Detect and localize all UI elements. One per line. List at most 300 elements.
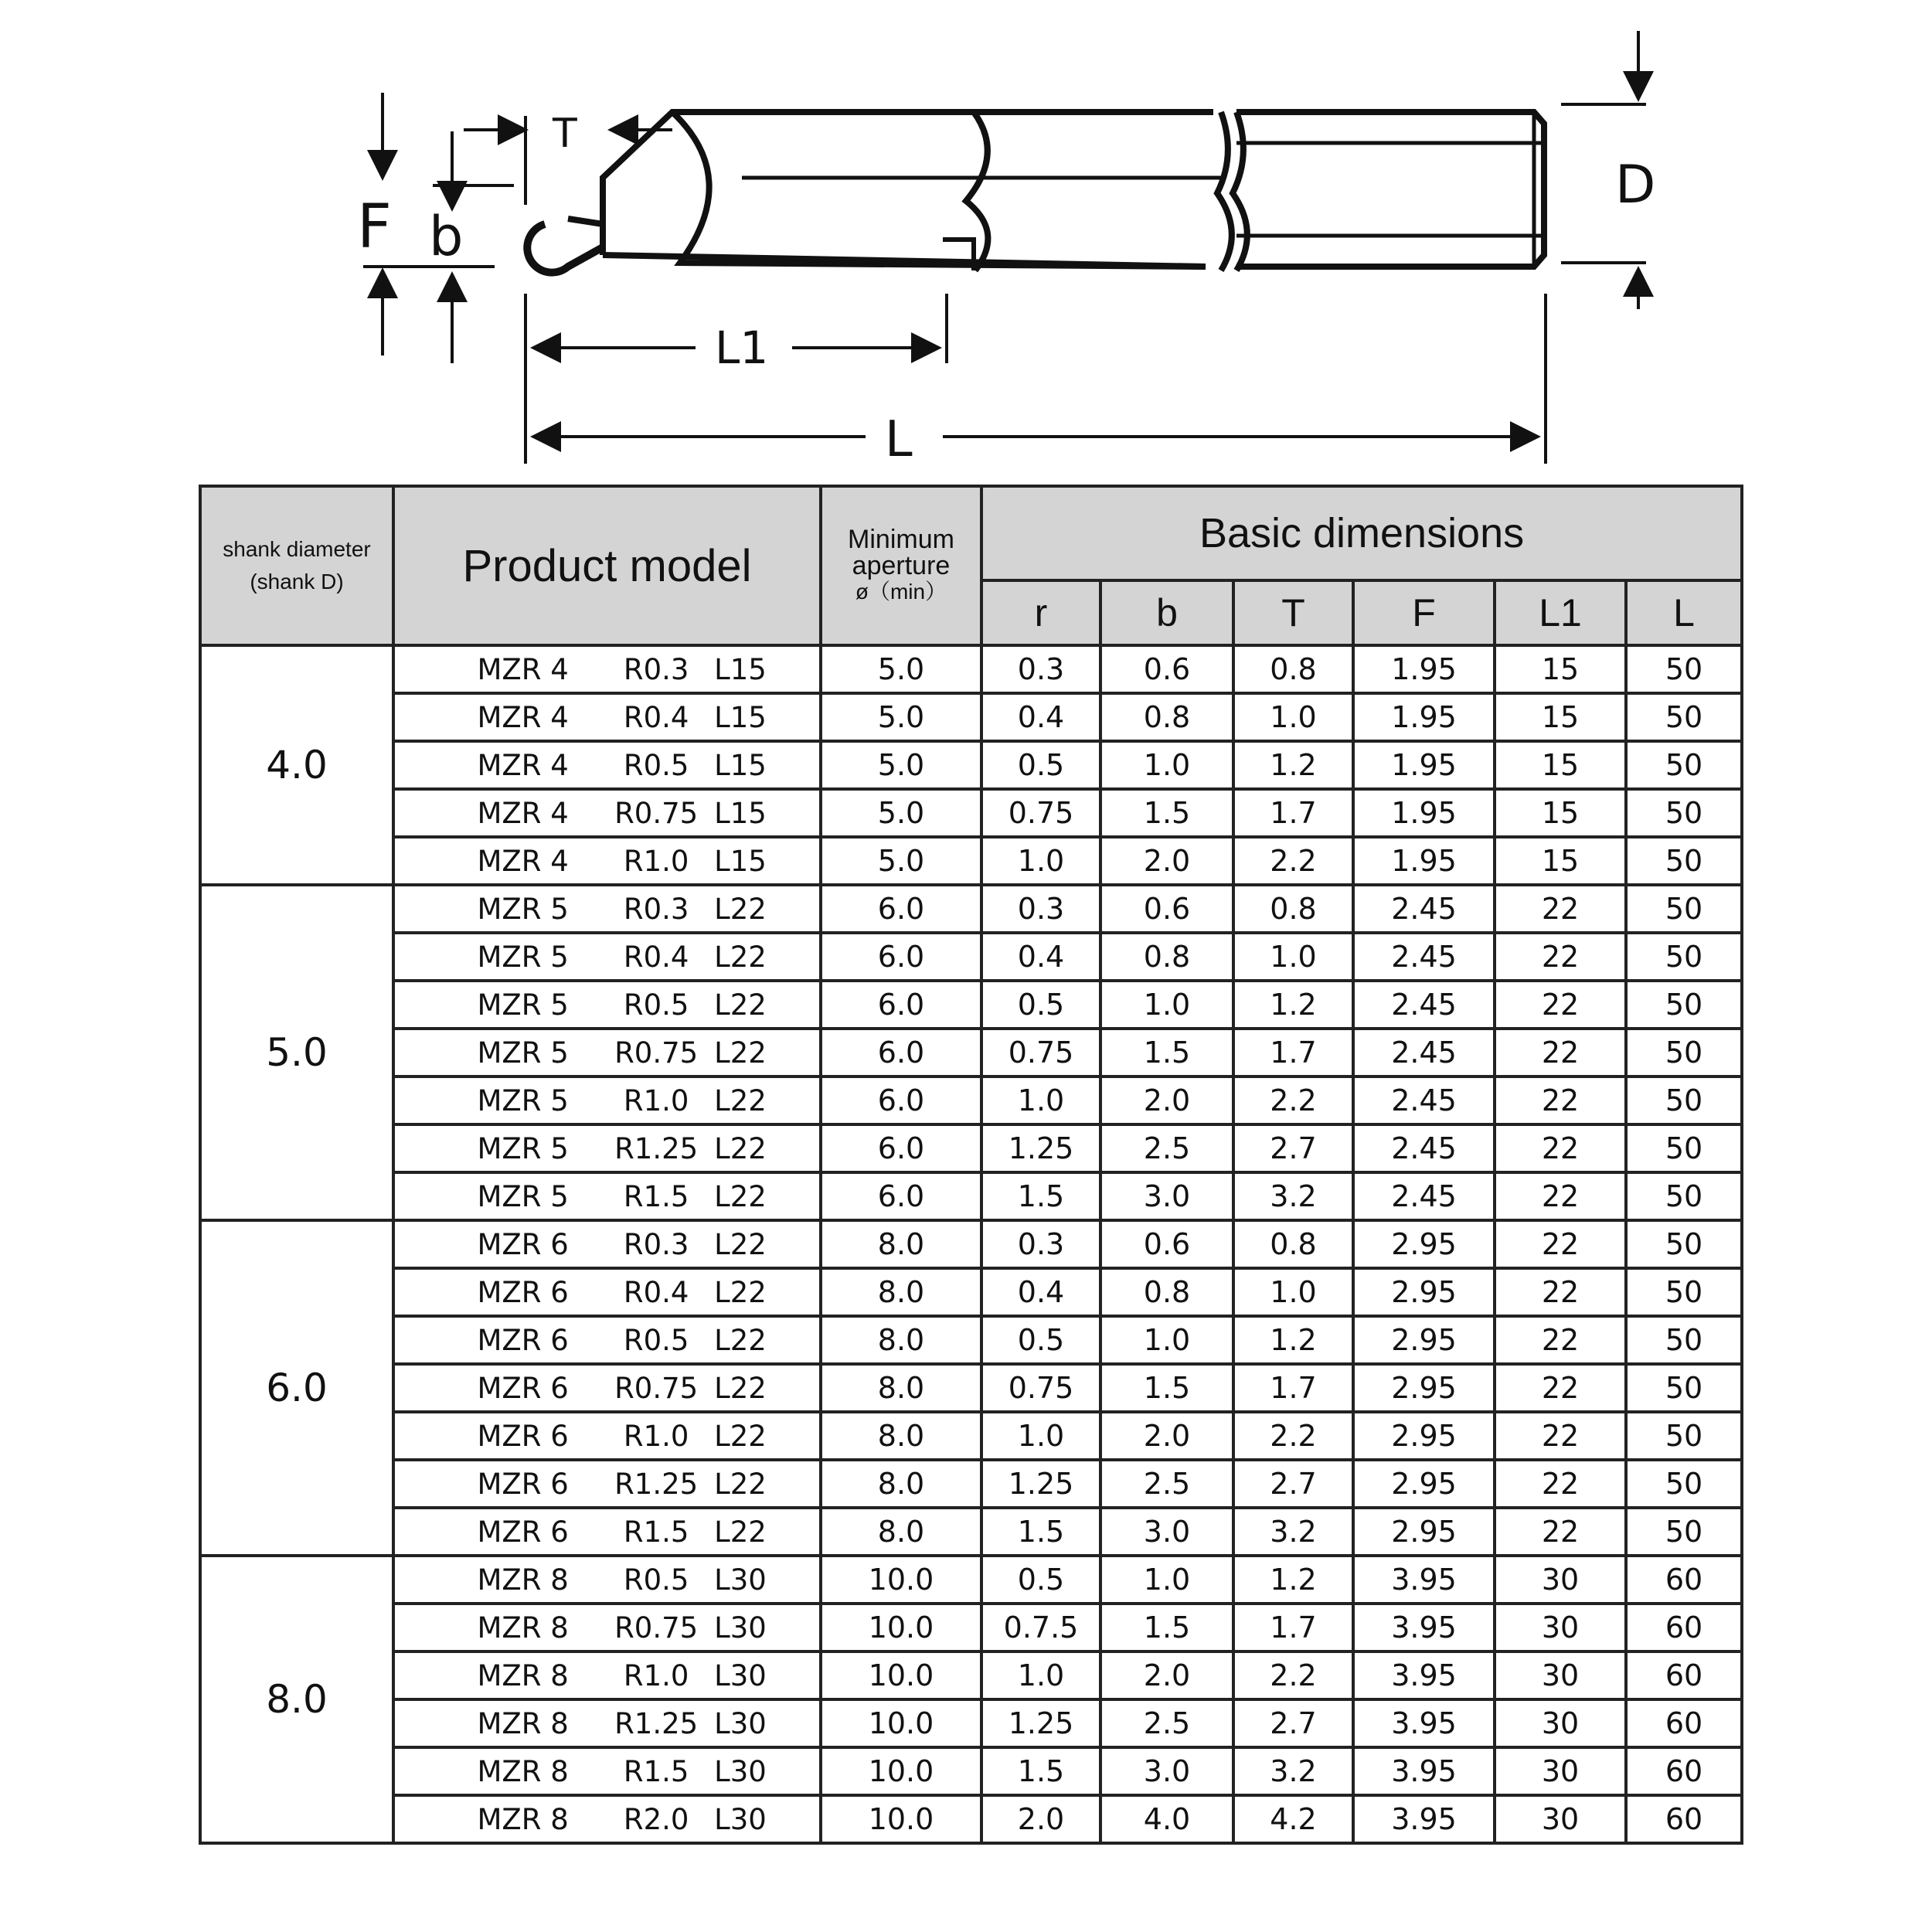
model-radius: R0.75	[614, 1036, 699, 1070]
dim-r-cell: 1.0	[981, 1077, 1100, 1124]
dim-b-cell: 0.8	[1100, 693, 1233, 741]
dim-b-cell: 2.0	[1100, 837, 1233, 885]
model-length: L15	[714, 700, 767, 734]
dim-F-cell: 2.45	[1353, 1077, 1495, 1124]
dim-L1-cell: 30	[1495, 1556, 1626, 1604]
product-model-cell	[393, 1699, 821, 1747]
dim-b-cell: 0.6	[1100, 1220, 1233, 1268]
product-model-cell	[393, 981, 821, 1029]
dim-L-cell: 50	[1626, 645, 1742, 693]
dim-r-cell: 1.25	[981, 1699, 1100, 1747]
product-model-cell	[393, 1029, 821, 1077]
table-row	[200, 1268, 1742, 1316]
dim-L-cell: 50	[1626, 1268, 1742, 1316]
product-model-cell	[393, 933, 821, 981]
dim-L1-cell: 22	[1495, 933, 1626, 981]
table-row	[200, 1747, 1742, 1795]
dim-L1-cell: 22	[1495, 885, 1626, 933]
dim-F-cell: 1.95	[1353, 693, 1495, 741]
model-length: L22	[714, 1131, 767, 1165]
dim-L-cell: 50	[1626, 1460, 1742, 1508]
dim-b-cell: 0.8	[1100, 933, 1233, 981]
dim-F-cell: 2.45	[1353, 1124, 1495, 1172]
min-aperture-cell: 6.0	[821, 1029, 981, 1077]
min-aperture-cell: 8.0	[821, 1460, 981, 1508]
dim-r-cell: 0.3	[981, 1220, 1100, 1268]
model-series: MZR 8	[477, 1658, 569, 1692]
dim-F-cell: 1.95	[1353, 741, 1495, 789]
dim-L1-cell: 22	[1495, 1460, 1626, 1508]
model-length: L30	[714, 1706, 767, 1740]
min-aperture-cell: 6.0	[821, 1077, 981, 1124]
label-b: b	[429, 205, 464, 268]
dim-b-cell: 0.8	[1100, 1268, 1233, 1316]
model-radius: R1.25	[614, 1467, 699, 1501]
dim-L1-cell: 30	[1495, 1699, 1626, 1747]
dim-b-cell: 3.0	[1100, 1747, 1233, 1795]
dim-L-cell: 50	[1626, 1316, 1742, 1364]
min-aperture-cell: 8.0	[821, 1316, 981, 1364]
dim-F-cell: 3.95	[1353, 1795, 1495, 1843]
dim-r-cell: 0.7.5	[981, 1604, 1100, 1651]
table-row	[200, 1029, 1742, 1077]
dim-r-cell: 0.75	[981, 1029, 1100, 1077]
dim-L1-cell: 22	[1495, 1220, 1626, 1268]
min-aperture-cell: 6.0	[821, 933, 981, 981]
header-F: F	[1353, 580, 1495, 645]
dim-L-cell: 50	[1626, 885, 1742, 933]
min-aperture-cell: 8.0	[821, 1412, 981, 1460]
dim-L1-cell: 22	[1495, 1316, 1626, 1364]
dim-T-cell: 3.2	[1233, 1747, 1353, 1795]
dim-r-cell: 1.0	[981, 1651, 1100, 1699]
table-row	[200, 1172, 1742, 1220]
header-L: L	[1626, 580, 1742, 645]
header-basic-dimensions: Basic dimensions	[981, 486, 1742, 580]
model-radius: R1.0	[623, 1083, 689, 1117]
dim-L1-cell: 30	[1495, 1651, 1626, 1699]
dim-F-cell: 2.45	[1353, 885, 1495, 933]
model-series: MZR 6	[477, 1515, 569, 1549]
header-T: T	[1233, 580, 1353, 645]
product-model-cell	[393, 1220, 821, 1268]
min-aperture-cell: 5.0	[821, 789, 981, 837]
model-series: MZR 8	[477, 1611, 569, 1645]
dim-L-cell: 50	[1626, 1077, 1742, 1124]
model-radius: R0.4	[623, 940, 689, 974]
dim-b-cell: 2.5	[1100, 1699, 1233, 1747]
model-length: L15	[714, 844, 767, 878]
dim-r-cell: 1.5	[981, 1172, 1100, 1220]
dim-L-cell: 60	[1626, 1699, 1742, 1747]
dim-T-cell: 1.2	[1233, 741, 1353, 789]
dim-L1-cell: 22	[1495, 981, 1626, 1029]
dim-T-cell: 3.2	[1233, 1508, 1353, 1556]
model-radius: R0.4	[623, 700, 689, 734]
model-length: L22	[714, 892, 767, 926]
dim-r-cell: 0.3	[981, 645, 1100, 693]
dim-L1-cell: 22	[1495, 1172, 1626, 1220]
model-length: L22	[714, 1419, 767, 1453]
shank-diameter-cell: 8.0	[200, 1556, 393, 1843]
dim-L-cell: 50	[1626, 1172, 1742, 1220]
dim-L1-cell: 15	[1495, 645, 1626, 693]
dim-L1-cell: 15	[1495, 837, 1626, 885]
model-length: L30	[714, 1802, 767, 1836]
product-model-cell	[393, 1556, 821, 1604]
model-radius: R0.4	[623, 1275, 689, 1309]
table-row	[200, 1077, 1742, 1124]
model-series: MZR 6	[477, 1323, 569, 1357]
model-length: L22	[714, 1083, 767, 1117]
dim-b-cell: 2.5	[1100, 1460, 1233, 1508]
model-series: MZR 8	[477, 1754, 569, 1788]
dim-r-cell: 0.4	[981, 933, 1100, 981]
table-row	[200, 1651, 1742, 1699]
header-shank-line2: (shank D)	[250, 570, 344, 594]
dim-L-cell: 60	[1626, 1556, 1742, 1604]
dim-r-cell: 1.25	[981, 1124, 1100, 1172]
min-aperture-cell: 10.0	[821, 1556, 981, 1604]
spec-table	[199, 485, 1743, 1845]
dim-F-cell: 2.95	[1353, 1412, 1495, 1460]
dim-L-cell: 50	[1626, 1220, 1742, 1268]
dim-b-cell: 3.0	[1100, 1172, 1233, 1220]
dim-T-cell: 0.8	[1233, 1220, 1353, 1268]
dim-T-cell: 1.0	[1233, 693, 1353, 741]
table-row	[200, 789, 1742, 837]
model-radius: R1.0	[623, 844, 689, 878]
dim-F-cell: 2.95	[1353, 1460, 1495, 1508]
model-series: MZR 4	[477, 796, 569, 830]
model-series: MZR 6	[477, 1227, 569, 1261]
dim-T-cell: 0.8	[1233, 645, 1353, 693]
dim-T-cell: 1.2	[1233, 1316, 1353, 1364]
model-radius: R0.75	[614, 796, 699, 830]
dim-L-cell: 60	[1626, 1604, 1742, 1651]
table-row	[200, 837, 1742, 885]
dim-b-cell: 4.0	[1100, 1795, 1233, 1843]
product-model-cell	[393, 837, 821, 885]
label-F: F	[357, 192, 392, 262]
dim-r-cell: 1.5	[981, 1747, 1100, 1795]
dim-r-cell: 1.25	[981, 1460, 1100, 1508]
dim-L1-cell: 30	[1495, 1795, 1626, 1843]
table-row	[200, 1508, 1742, 1556]
min-aperture-cell: 5.0	[821, 837, 981, 885]
model-radius: R1.0	[623, 1658, 689, 1692]
model-radius: R1.0	[623, 1419, 689, 1453]
model-length: L15	[714, 652, 767, 686]
dim-F-cell: 2.95	[1353, 1316, 1495, 1364]
model-length: L22	[714, 1467, 767, 1501]
min-aperture-cell: 5.0	[821, 693, 981, 741]
dim-F-cell: 2.45	[1353, 1172, 1495, 1220]
label-L1: L1	[715, 321, 769, 374]
dim-T-cell: 1.0	[1233, 1268, 1353, 1316]
model-radius: R1.5	[623, 1754, 689, 1788]
dim-L1-cell: 15	[1495, 741, 1626, 789]
header-aperture-line3: ø（min）	[855, 580, 947, 604]
dim-r-cell: 0.5	[981, 1316, 1100, 1364]
model-length: L22	[714, 1275, 767, 1309]
dim-F-cell: 3.95	[1353, 1556, 1495, 1604]
dim-F-cell: 2.45	[1353, 933, 1495, 981]
tool-dimension-drawing	[0, 0, 1932, 479]
dim-T-cell: 2.7	[1233, 1124, 1353, 1172]
header-shank-line1: shank diameter	[223, 537, 371, 561]
table-row	[200, 1316, 1742, 1364]
min-aperture-cell: 6.0	[821, 1172, 981, 1220]
dim-L-cell: 50	[1626, 1029, 1742, 1077]
shank-diameter-cell: 4.0	[200, 645, 393, 885]
table-row	[200, 1124, 1742, 1172]
product-model-cell	[393, 885, 821, 933]
table-row	[200, 1460, 1742, 1508]
dim-L1-cell: 30	[1495, 1747, 1626, 1795]
model-radius: R0.5	[623, 748, 689, 782]
min-aperture-cell: 10.0	[821, 1604, 981, 1651]
dim-L1-cell: 22	[1495, 1077, 1626, 1124]
label-T: T	[553, 111, 577, 157]
model-length: L22	[714, 1371, 767, 1405]
product-model-cell	[393, 1795, 821, 1843]
min-aperture-cell: 5.0	[821, 645, 981, 693]
dim-r-cell: 0.75	[981, 1364, 1100, 1412]
product-model-cell	[393, 789, 821, 837]
dim-b-cell: 3.0	[1100, 1508, 1233, 1556]
header-L1: L1	[1495, 580, 1626, 645]
header-shank-diameter	[200, 486, 393, 645]
dim-L1-cell: 15	[1495, 693, 1626, 741]
model-radius: R1.25	[614, 1706, 699, 1740]
dim-b-cell: 1.5	[1100, 1364, 1233, 1412]
dim-L-cell: 50	[1626, 1508, 1742, 1556]
model-radius: R2.0	[623, 1802, 689, 1836]
header-r: r	[981, 580, 1100, 645]
dim-r-cell: 0.75	[981, 789, 1100, 837]
min-aperture-cell: 6.0	[821, 981, 981, 1029]
dim-r-cell: 0.5	[981, 741, 1100, 789]
table-row	[200, 1412, 1742, 1460]
dim-b-cell: 1.5	[1100, 789, 1233, 837]
dim-L-cell: 60	[1626, 1747, 1742, 1795]
model-radius: R0.75	[614, 1371, 699, 1405]
table-row	[200, 885, 1742, 933]
dim-b-cell: 1.0	[1100, 1316, 1233, 1364]
min-aperture-cell: 8.0	[821, 1508, 981, 1556]
dim-b-cell: 1.5	[1100, 1029, 1233, 1077]
dim-T-cell: 1.0	[1233, 933, 1353, 981]
spec-table-body	[200, 645, 1742, 1843]
dim-L1-cell: 22	[1495, 1124, 1626, 1172]
product-model-cell	[393, 645, 821, 693]
dim-r-cell: 1.5	[981, 1508, 1100, 1556]
table-row	[200, 693, 1742, 741]
dim-F-cell: 3.95	[1353, 1604, 1495, 1651]
dim-L-cell: 50	[1626, 933, 1742, 981]
dim-F-cell: 2.95	[1353, 1220, 1495, 1268]
shank-diameter-cell: 5.0	[200, 885, 393, 1220]
min-aperture-cell: 5.0	[821, 741, 981, 789]
table-row	[200, 1604, 1742, 1651]
model-radius: R0.5	[623, 988, 689, 1022]
dim-r-cell: 2.0	[981, 1795, 1100, 1843]
model-radius: R0.3	[623, 892, 689, 926]
model-series: MZR 4	[477, 652, 569, 686]
dim-T-cell: 2.2	[1233, 1412, 1353, 1460]
dim-L1-cell: 22	[1495, 1412, 1626, 1460]
dim-r-cell: 0.4	[981, 693, 1100, 741]
min-aperture-cell: 10.0	[821, 1699, 981, 1747]
tool-outline	[527, 112, 1544, 273]
model-series: MZR 4	[477, 844, 569, 878]
dim-F-cell: 1.95	[1353, 645, 1495, 693]
table-row	[200, 933, 1742, 981]
product-model-cell	[393, 1508, 821, 1556]
dim-r-cell: 0.5	[981, 1556, 1100, 1604]
dim-b-cell: 2.5	[1100, 1124, 1233, 1172]
dim-F-cell: 3.95	[1353, 1747, 1495, 1795]
model-length: L22	[714, 1515, 767, 1549]
product-model-cell	[393, 1747, 821, 1795]
product-model-cell	[393, 1268, 821, 1316]
product-model-cell	[393, 1172, 821, 1220]
dim-L1-cell: 22	[1495, 1364, 1626, 1412]
dim-F-cell: 2.95	[1353, 1364, 1495, 1412]
model-length: L30	[714, 1658, 767, 1692]
shank-diameter-cell: 6.0	[200, 1220, 393, 1556]
dim-b-cell: 1.5	[1100, 1604, 1233, 1651]
dim-L1-cell: 22	[1495, 1029, 1626, 1077]
product-model-cell	[393, 1460, 821, 1508]
dim-L-cell: 50	[1626, 1124, 1742, 1172]
product-model-cell	[393, 1604, 821, 1651]
min-aperture-cell: 8.0	[821, 1268, 981, 1316]
dim-F-cell: 2.95	[1353, 1268, 1495, 1316]
model-length: L15	[714, 796, 767, 830]
dim-L-cell: 50	[1626, 741, 1742, 789]
model-radius: R1.25	[614, 1131, 699, 1165]
dim-F-cell: 3.95	[1353, 1699, 1495, 1747]
dim-T-cell: 1.7	[1233, 1364, 1353, 1412]
dim-r-cell: 0.3	[981, 885, 1100, 933]
dim-L1-cell: 15	[1495, 789, 1626, 837]
header-min-aperture	[821, 486, 981, 645]
dim-T-cell: 2.7	[1233, 1460, 1353, 1508]
min-aperture-cell: 10.0	[821, 1747, 981, 1795]
product-model-cell	[393, 1124, 821, 1172]
header-product-model: Product model	[393, 486, 821, 645]
model-series: MZR 5	[477, 892, 569, 926]
table-row	[200, 1795, 1742, 1843]
product-model-cell	[393, 1364, 821, 1412]
model-radius: R1.5	[623, 1515, 689, 1549]
dim-T-cell: 1.2	[1233, 1556, 1353, 1604]
model-series: MZR 5	[477, 940, 569, 974]
model-radius: R0.5	[623, 1563, 689, 1597]
dim-L-cell: 60	[1626, 1795, 1742, 1843]
model-length: L22	[714, 1227, 767, 1261]
dim-r-cell: 1.0	[981, 1412, 1100, 1460]
table-row	[200, 645, 1742, 693]
model-radius: R0.3	[623, 652, 689, 686]
dim-b-cell: 0.6	[1100, 885, 1233, 933]
dim-T-cell: 1.7	[1233, 789, 1353, 837]
dim-F-cell: 2.45	[1353, 1029, 1495, 1077]
model-length: L22	[714, 940, 767, 974]
dim-L-cell: 50	[1626, 1364, 1742, 1412]
dim-L-cell: 60	[1626, 1651, 1742, 1699]
dim-b-cell: 2.0	[1100, 1651, 1233, 1699]
model-length: L22	[714, 988, 767, 1022]
dim-b-cell: 2.0	[1100, 1412, 1233, 1460]
dim-T-cell: 2.2	[1233, 837, 1353, 885]
dim-L-cell: 50	[1626, 693, 1742, 741]
table-row	[200, 1556, 1742, 1604]
model-series: MZR 4	[477, 700, 569, 734]
model-radius: R0.75	[614, 1611, 699, 1645]
label-L: L	[885, 411, 913, 468]
model-length: L30	[714, 1611, 767, 1645]
dim-L1-cell: 30	[1495, 1604, 1626, 1651]
model-series: MZR 8	[477, 1563, 569, 1597]
table-row	[200, 1220, 1742, 1268]
product-model-cell	[393, 693, 821, 741]
model-radius: R0.5	[623, 1323, 689, 1357]
model-radius: R0.3	[623, 1227, 689, 1261]
table-row	[200, 741, 1742, 789]
model-series: MZR 6	[477, 1275, 569, 1309]
dim-L-cell: 50	[1626, 981, 1742, 1029]
dim-L-cell: 50	[1626, 837, 1742, 885]
model-series: MZR 5	[477, 1036, 569, 1070]
dim-b-cell: 0.6	[1100, 645, 1233, 693]
dim-T-cell: 3.2	[1233, 1172, 1353, 1220]
header-aperture-line2: aperture	[852, 551, 951, 580]
dim-T-cell: 2.2	[1233, 1651, 1353, 1699]
dim-F-cell: 1.95	[1353, 789, 1495, 837]
dim-L1-cell: 22	[1495, 1268, 1626, 1316]
product-model-cell	[393, 1077, 821, 1124]
dim-T-cell: 2.2	[1233, 1077, 1353, 1124]
model-length: L22	[714, 1179, 767, 1213]
model-length: L30	[714, 1754, 767, 1788]
model-series: MZR 4	[477, 748, 569, 782]
dim-r-cell: 1.0	[981, 837, 1100, 885]
model-series: MZR 6	[477, 1467, 569, 1501]
table-row	[200, 981, 1742, 1029]
model-series: MZR 5	[477, 1179, 569, 1213]
model-length: L15	[714, 748, 767, 782]
dim-b-cell: 1.0	[1100, 741, 1233, 789]
model-series: MZR 6	[477, 1371, 569, 1405]
model-radius: R1.5	[623, 1179, 689, 1213]
dim-F-cell: 3.95	[1353, 1651, 1495, 1699]
dim-T-cell: 1.7	[1233, 1029, 1353, 1077]
dim-T-cell: 1.2	[1233, 981, 1353, 1029]
product-model-cell	[393, 1316, 821, 1364]
min-aperture-cell: 6.0	[821, 885, 981, 933]
dim-T-cell: 2.7	[1233, 1699, 1353, 1747]
header-aperture-line1: Minimum	[848, 525, 954, 554]
dim-F-cell: 2.95	[1353, 1508, 1495, 1556]
dim-L1-cell: 22	[1495, 1508, 1626, 1556]
dim-T-cell: 1.7	[1233, 1604, 1353, 1651]
model-length: L22	[714, 1323, 767, 1357]
dim-T-cell: 4.2	[1233, 1795, 1353, 1843]
dim-F-cell: 1.95	[1353, 837, 1495, 885]
